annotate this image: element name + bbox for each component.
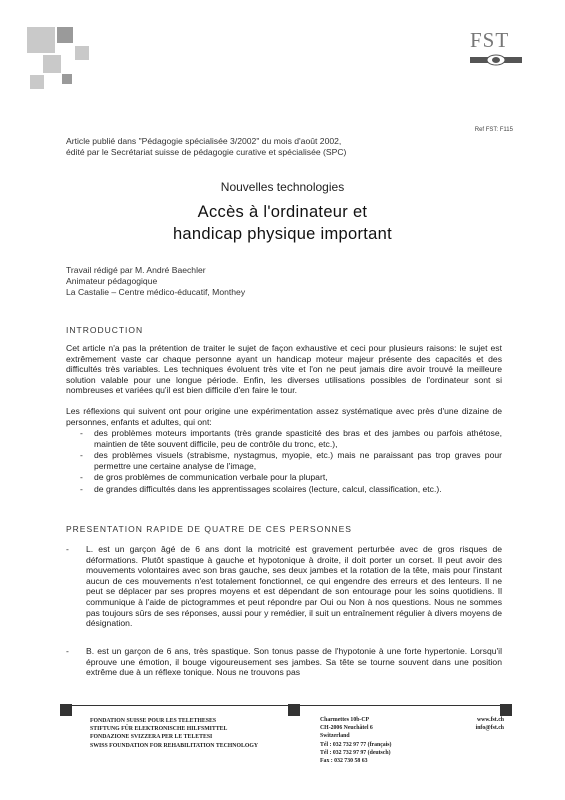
decor-square [27,27,55,53]
publication-info [66,136,346,158]
author-line: La Castalie – Centre médico-éducatif, Monthey [66,287,246,297]
author-block [66,265,245,298]
footer-foundation-names [90,717,258,750]
case-description [66,544,502,629]
list-dash: - [66,544,69,554]
address-line: Tél : 032 732 97 77 (français) [320,741,392,748]
author-line: Animateur pédagogique [66,276,158,286]
list-item: - des problèmes visuels (strabisme, nystagmus, myopie, etc.) mais ne paraissant pas trop graves pour permettre une certaine analyse de l'image, [66,450,502,471]
footer-square [288,704,300,716]
reference-number: Ref FST: F115 [474,127,513,133]
address-line: Fax : 032 730 58 63 [320,758,368,765]
footer-square [60,704,72,716]
list-item: - des problèmes moteurs importants (très grande spasticité des bras et des jambes ou parfois athétose, maintien de tête souvent difficile, peu de contrôle du tronc, etc.), [66,428,502,449]
document-title [0,201,565,245]
address-line: Charmettes 10b-CP [320,717,370,723]
author-line: Travail rédigé par M. André Baechler [66,265,206,275]
foundation-line: STIFTUNG FÜR ELEKTRONISCHE HILFSMITTEL [90,726,228,733]
address-line: Tél : 032 732 97 97 (deutsch) [320,749,391,756]
foundation-line: FONDAZIONE SVIZZERA PER LE TELETESI [90,734,213,741]
introduction-heading: INTRODUCTION [66,325,144,335]
decor-square [75,46,89,60]
section-label: Nouvelles technologies [220,180,345,194]
foundation-line: SWISS FOUNDATION FOR REHABILITATION TECHNOLOGY [90,742,259,749]
presentation-heading: PRESENTATION RAPIDE DE QUATRE DE CES PERSONNES [66,524,352,534]
list-item: - de grandes difficultés dans les apprentissages scolaires (lecture, calcul, classification, etc.). [66,484,502,495]
foundation-line: FONDATION SUISSE POUR LES TELETHESES [90,718,217,724]
case-text: B. est un garçon de 6 ans, très spastique. Son tonus passe de l'hypotonie à une forte hypertonie. Lorsqu'il éprouve une émotion, il bouge vigoureusement ses jambes. Sa tête se tourne souvent dans une position extrême due à un réflexe tonique. Nous ne trouvons pas [86,646,502,678]
publication-line: édité par le Secrétariat suisse de pédagogie curative et spécialisée (SPC) [66,147,347,157]
logo-band-icon [470,54,522,66]
title-line: Accès à l'ordinateur et [197,203,368,221]
publication-line: Article publié dans "Pédagogie spécialisée 3/2002" du mois d'août 2002, [66,136,342,146]
title-line: handicap physique important [172,225,393,243]
website-link[interactable]: www.fst.ch [476,717,504,723]
decor-square [30,75,44,89]
decor-square [43,55,61,73]
address-line: Switzerland [320,733,350,740]
email-link[interactable]: info@fst.ch [475,725,504,732]
footer-contact [474,716,504,732]
logo-text: FST [470,28,510,52]
footer-divider [66,705,506,706]
introduction-paragraph: Cet article n'a pas la prétention de traiter le sujet de façon exhaustive et ceci pour plusieurs raisons: le sujet est extrêmement vaste car chaque personne ayant un handicap moteur majeur présente des capacités et des difficultés très variables. Les techniques évoluent très vite et l'on ne peut jamais dire avoir trouvé la meilleure solution valable pour une longue période. Enfin, les diverses utilisations possibles de l'ordinateur sont si nombreuses et variées qu'il est bien difficile d'en faire le tour. [66,343,502,396]
fst-logo [470,28,522,68]
footer-address [320,716,392,765]
decor-square [62,74,72,84]
address-line: CH-2006 Neuchâtel 6 [320,725,373,732]
list-dash: - [66,646,69,656]
case-description [66,646,502,678]
footer-square [500,704,512,716]
introduction-paragraph: Les réflexions qui suivent ont pour origine une expérimentation assez systématique avec près d'une dizaine de personnes, enfants et adultes, qui ont: [66,406,502,427]
list-item: - de gros problèmes de communication verbale pour la plupart, [66,472,502,483]
case-text: L. est un garçon âgé de 6 ans dont la motricité est gravement perturbée avec de gros risques de déformations. Plutôt spastique à gauche et hypotonique à droite, il doit porter un corset. Il peut avoir des mouvements volontaires avec son bras gauche, ses deux jambes et la rotation de la tête, mais pour l'instant aucun de ces mouvements n'est totalement fonctionnel, ce qui engendre des erreurs et des lenteurs. Il ne peut se déplacer par ses propres moyens et est dépendant de son entourage pour les soins quotidiens. Il communique à l'aide de pictogrammes et peut répondre par Oui ou Non à nos questions. Nous ne sommes pas toujours sûrs de ses réponses, aussi pour y remédier, il suit un entraînement régulier à divers moyens de désignation. [86,544,502,629]
problem-list [66,428,502,496]
decor-square [57,27,73,43]
